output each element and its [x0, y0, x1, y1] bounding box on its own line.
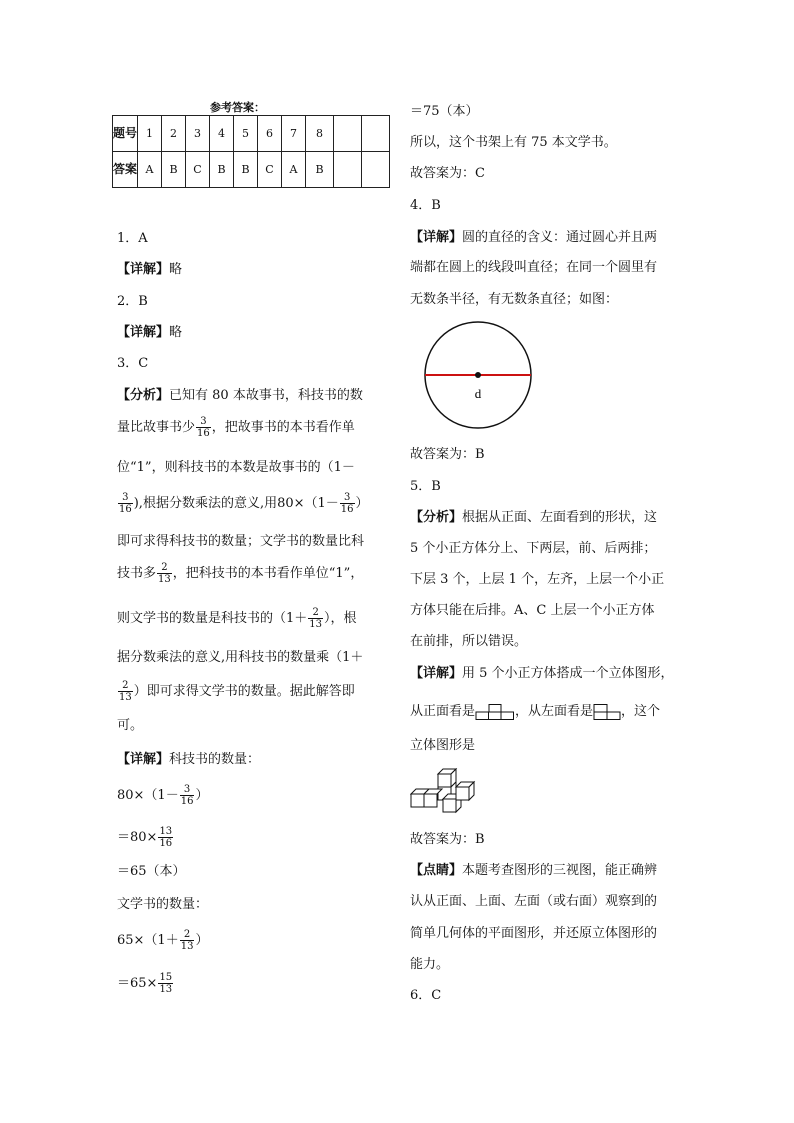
- q3-detail-heading: 文学书的数量：: [117, 897, 209, 912]
- table-cell: [362, 116, 390, 152]
- table-cell: C: [258, 152, 282, 188]
- q5-point-line: 【点睛】本题考查图形的三视图，能正确辨: [410, 863, 658, 878]
- section-tag: 【点睛】: [410, 863, 463, 878]
- q4-answer: 4．B: [410, 198, 441, 213]
- table-cell: 3: [186, 116, 210, 152]
- numerator: 3: [180, 784, 195, 796]
- text-span: ，从左面看是: [515, 704, 594, 719]
- section-tag: 【详解】: [117, 752, 170, 767]
- fraction: [340, 492, 355, 515]
- q3-answer: 3．C: [117, 356, 149, 371]
- fraction: [158, 826, 173, 849]
- table-cell: 2: [162, 116, 186, 152]
- cube-stack-figure: [410, 768, 476, 816]
- table-cell: A: [282, 152, 306, 188]
- denominator: 13: [159, 984, 173, 995]
- numerator: 3: [118, 492, 133, 504]
- denominator: 13: [309, 619, 323, 630]
- text-span: ＝80×: [117, 830, 158, 845]
- text-span: ），根: [324, 611, 357, 626]
- equation-line: ＝75（本）: [410, 104, 479, 119]
- text-span: ，把故事书的本书看作单: [211, 420, 355, 435]
- text-span: ，这个: [621, 704, 661, 719]
- text-span: 80×（1－: [117, 788, 179, 803]
- table-row: [113, 116, 390, 152]
- table-cell: B: [234, 152, 258, 188]
- text-span: ）: [195, 788, 209, 803]
- q5-analysis-line: 5 个小正方体分上、下两层，前、后两排；: [410, 541, 657, 556]
- equation-line: [117, 929, 208, 952]
- numerator: 3: [340, 492, 355, 504]
- answer-line: 故答案为：C: [410, 166, 485, 181]
- q4-detail-line: 【详解】圆的直径的含义：通过圆心并且两: [410, 230, 658, 245]
- table-cell: [334, 152, 362, 188]
- q3-analysis-line: [117, 492, 369, 515]
- q2-detail: 【详解】略: [117, 325, 183, 340]
- q3-analysis-line: [117, 562, 363, 585]
- text-span: ＝65×: [117, 976, 158, 991]
- text-span: ),根据分数乘法的意义,用80×（1－: [133, 496, 339, 511]
- text-span: ）: [195, 933, 209, 948]
- q3-analysis-line: 据分数乘法的意义,用科技书的数量乘（1＋: [117, 650, 364, 665]
- equation-line: [117, 972, 174, 995]
- numerator: 15: [159, 972, 173, 983]
- left-view-icon: [593, 704, 621, 720]
- q4-detail-line: 端都在圆上的线段叫直径；在同一个圆里有: [410, 260, 658, 275]
- text-line: 所以，这个书架上有 75 本文学书。: [410, 135, 617, 150]
- numerator: 3: [196, 416, 211, 428]
- q5-detail-line: 【详解】用 5 个小正方体搭成一个立体图形，: [410, 666, 674, 681]
- denominator: 16: [340, 504, 354, 515]
- table-cell: [334, 116, 362, 152]
- answer-title: 参考答案：: [210, 101, 265, 114]
- denominator: 13: [180, 941, 194, 952]
- text-span: ）即可求得文学书的数量。据此解答即: [133, 684, 355, 699]
- q5-detail-line: 立体图形是: [410, 738, 476, 753]
- equation-line: [117, 784, 208, 807]
- q2-answer: 2．B: [117, 294, 148, 309]
- table-cell: 4: [210, 116, 234, 152]
- numerator: 13: [159, 826, 173, 837]
- table-cell: B: [162, 152, 186, 188]
- center-point: [475, 372, 481, 378]
- fraction: [308, 607, 323, 630]
- fraction: [180, 929, 195, 952]
- text-span: 从正面看是: [410, 704, 476, 719]
- q5-answer: 5．B: [410, 479, 441, 494]
- text-span: 65×（1＋: [117, 933, 179, 948]
- answer-line: 故答案为：B: [410, 447, 485, 462]
- text-span: ）: [355, 496, 369, 511]
- numerator: 2: [118, 680, 133, 692]
- equation-line: [117, 826, 174, 849]
- section-tag: 【详解】: [410, 230, 463, 245]
- q3-detail-heading: 【详解】科技书的数量：: [117, 752, 261, 767]
- table-cell: 6: [258, 116, 282, 152]
- table-row: [113, 152, 390, 188]
- table-cell: A: [138, 152, 162, 188]
- q3-analysis-line: [117, 416, 355, 439]
- text-span: ，把科技书的本书看作单位“1”，: [172, 566, 364, 581]
- numerator: 2: [157, 562, 172, 574]
- text-span: 技书多: [117, 566, 157, 581]
- section-tag: 【详解】: [117, 262, 170, 277]
- section-tag: 【分析】: [410, 510, 463, 525]
- table-cell: 5: [234, 116, 258, 152]
- section-tag: 【分析】: [117, 388, 170, 403]
- front-view-icon: [475, 704, 515, 720]
- table-cell: C: [186, 152, 210, 188]
- q3-analysis-line: [117, 680, 355, 703]
- q3-analysis-line: 【分析】已知有 80 本故事书，科技书的数: [117, 388, 363, 403]
- table-cell: 8: [306, 116, 334, 152]
- q1-detail: 【详解】略: [117, 262, 183, 277]
- row-head-answer: 答案: [113, 152, 138, 188]
- q3-analysis-line: [117, 607, 357, 630]
- fraction: [118, 680, 133, 703]
- denominator: 13: [158, 574, 171, 585]
- fraction: [158, 972, 173, 995]
- section-tag: 【详解】: [410, 666, 463, 681]
- table-cell: 7: [282, 116, 306, 152]
- table-cell: 1: [138, 116, 162, 152]
- numerator: 2: [180, 929, 195, 941]
- q1-answer: 1．A: [117, 231, 148, 246]
- q5-analysis-line: 下层 3 个，上层 1 个，左齐，上层一个小正: [410, 572, 665, 587]
- denominator: 16: [180, 796, 194, 807]
- diameter-label: d: [474, 386, 482, 401]
- table-cell: B: [306, 152, 334, 188]
- text-span: 则文学书的数量是科技书的（1＋: [117, 611, 308, 626]
- answer-table: [112, 115, 390, 188]
- circle-diagram: [420, 320, 540, 430]
- section-tag: 【详解】: [117, 325, 170, 340]
- q3-analysis-line: 可。: [117, 718, 144, 733]
- q4-detail-line: 无数条半径，有无数条直径；如图：: [410, 292, 619, 307]
- equation-line: ＝65（本）: [117, 864, 186, 879]
- denominator: 16: [159, 838, 173, 849]
- fraction: [180, 784, 195, 807]
- numerator: 2: [308, 607, 323, 619]
- q5-analysis-line: 方体只能在后排。A、C 上层一个小正方体: [410, 603, 655, 618]
- q3-analysis-line: 位“1”，则科技书的本数是故事书的（1－: [117, 460, 355, 475]
- q3-analysis-line: 即可求得科技书的数量；文学书的数量比科: [117, 534, 365, 549]
- fraction: [157, 562, 172, 585]
- denominator: 13: [119, 692, 132, 703]
- row-head-number: 题号: [113, 116, 138, 152]
- denominator: 16: [119, 504, 132, 515]
- q6-answer: 6．C: [410, 988, 442, 1003]
- q5-analysis-line: 【分析】根据从正面、左面看到的形状，这: [410, 510, 658, 525]
- q5-point-line: 能力。: [410, 957, 450, 972]
- q5-analysis-line: 在前排，所以错误。: [410, 634, 528, 649]
- q5-detail-line: [410, 702, 660, 722]
- table-cell: [362, 152, 390, 188]
- answer-line: 故答案为：B: [410, 832, 485, 847]
- fraction: [196, 416, 211, 439]
- table-cell: B: [210, 152, 234, 188]
- q5-point-line: 认从正面、上面、左面（或右面）观察到的: [410, 894, 658, 909]
- q5-point-line: 简单几何体的平面图形，并还原立体图形的: [410, 926, 658, 941]
- text-span: 量比故事书少: [117, 420, 196, 435]
- fraction: [118, 492, 133, 515]
- denominator: 16: [197, 428, 210, 439]
